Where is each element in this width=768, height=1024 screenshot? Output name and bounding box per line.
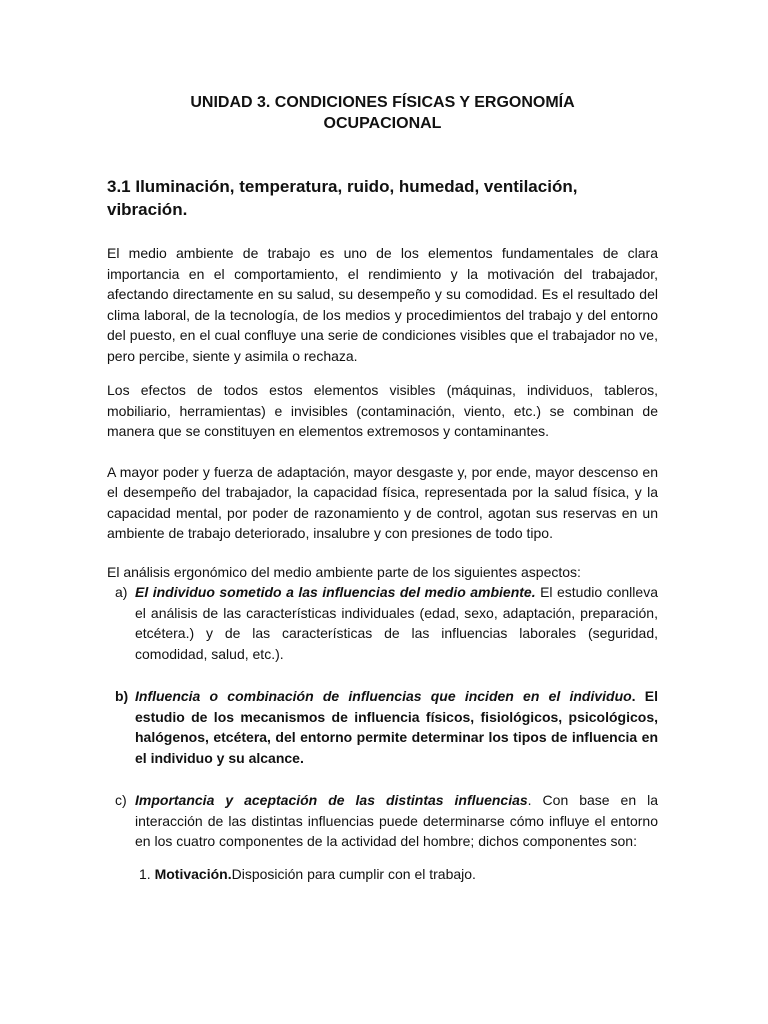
document-page xyxy=(107,92,658,884)
number-marker: 1. xyxy=(139,865,151,882)
aspect-emphasis: Importancia y aceptación de las distintas influencias xyxy=(135,792,528,808)
component-text: Disposición para cumplir con el trabajo. xyxy=(231,865,476,882)
unit-title xyxy=(107,92,658,134)
aspect-emphasis: El individuo sometido a las influencias del medio ambiente. xyxy=(135,584,536,600)
list-marker: c) xyxy=(115,792,127,808)
paragraph-1: El medio ambiente de trabajo es uno de los elementos fundamentales de clara importancia en el comportamiento, el rendimiento y la motivación del trabajador, afectando directamente en su salud, su desempeño y su comodidad. Es el resultado del clima laboral, de la tecnología, de los medios y procedimientos del trabajo y del entorno del puesto, en el cual confluye una serie de condiciones visibles que el trabajador no ve, pero percibe, siente y asimila o rechaza. xyxy=(107,245,658,364)
aspect-item-a xyxy=(107,582,658,664)
unit-title-line-2: OCUPACIONAL xyxy=(323,115,442,132)
aspect-item-b xyxy=(107,686,658,768)
paragraph-3: A mayor poder y fuerza de adaptación, mayor desgaste y, por ende, mayor descenso en el desempeño del trabajador, la capacidad física, representada por la salud física, y la capacidad mental, por poder de razonamiento y de control, agotan sus reservas en un ambiente de trabajo deteriorado, insalubre y con presiones de todo tipo. xyxy=(107,463,658,541)
list-marker: a) xyxy=(115,584,128,600)
aspect-text: El estudio conlleva el análisis de las características individuales (edad, sexo, adaptación, preparación, etcétera.) y de las características de las influencias laborales (seguridad, comodidad, salud, etc.). xyxy=(135,584,658,662)
aspects-list xyxy=(107,582,658,852)
aspect-text: . El estudio de los mecanismos de influencia físicos, fisiológicos, psicológicos, halógenos, etcétera, del entorno permite determinar los tipos de influencia en el individuo y su alcance. xyxy=(135,688,658,766)
list-marker: b) xyxy=(115,688,129,704)
list-intro: El análisis ergonómico del medio ambiente parte de los siguientes aspectos: xyxy=(107,563,581,580)
aspect-item-c xyxy=(107,790,658,852)
aspect-emphasis: Influencia o combinación de influencias que inciden en el individuo xyxy=(135,688,632,704)
paragraph-2: Los efectos de todos estos elementos visibles (máquinas, individuos, tableros, mobiliario, herramientas) e invisibles (contaminación, viento, etc.) se combinan de manera que se constituyen en elementos extremosos y contaminantes. xyxy=(107,382,658,439)
component-item-1 xyxy=(107,864,658,885)
unit-title-line-1: UNIDAD 3. CONDICIONES FÍSICAS Y ERGONOMÍA xyxy=(190,94,575,111)
section-heading: 3.1 Iluminación, temperatura, ruido, humedad, ventilación, vibración. xyxy=(107,177,578,219)
aspect-text: . Con base en la interacción de las distintas influencias puede determinarse cómo influye el entorno en los cuatro componentes de la actividad del hombre; dichos componentes son: xyxy=(135,792,658,849)
component-name: Motivación. xyxy=(154,865,232,882)
